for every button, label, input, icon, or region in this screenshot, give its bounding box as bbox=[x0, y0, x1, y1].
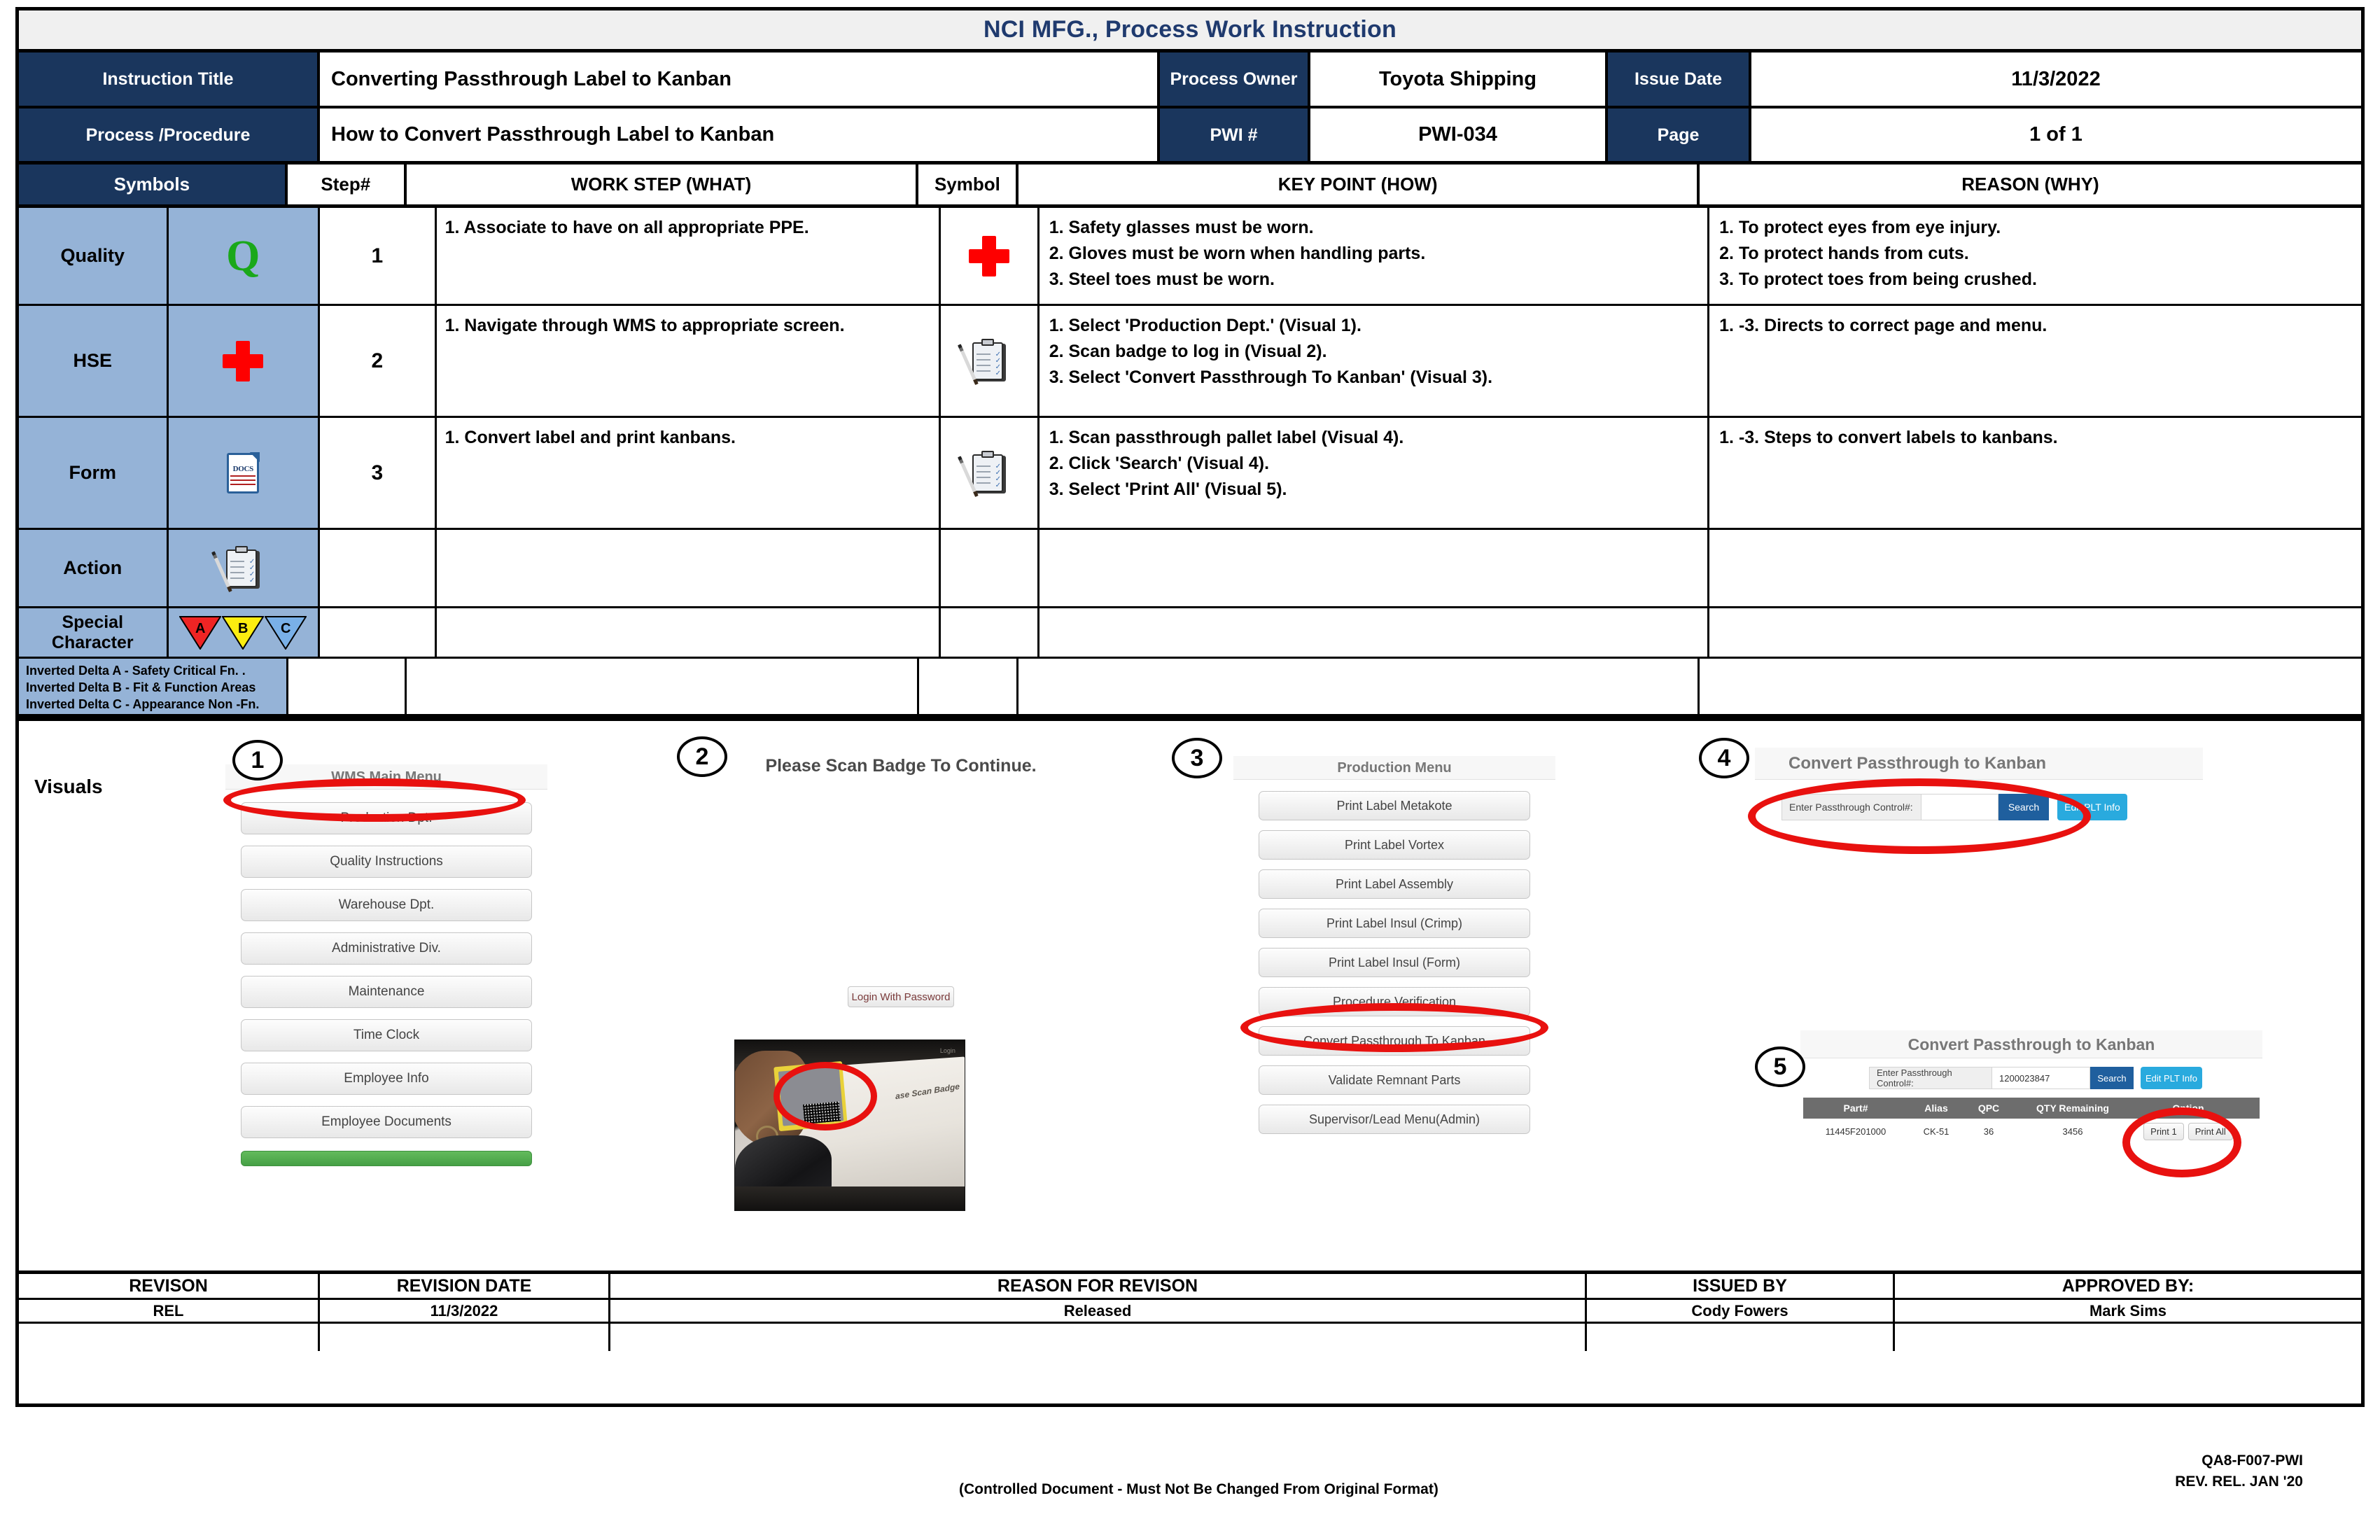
work-step-line: 1. Associate to have on all appropriate PPE. bbox=[444, 218, 809, 237]
visual-4-screenshot bbox=[1755, 748, 2203, 846]
step-number: 2 bbox=[320, 306, 437, 416]
work-step-cell-empty bbox=[407, 659, 919, 714]
reason-line: 3. To protect toes from being crushed. bbox=[1719, 270, 2037, 289]
inverted-delta-a-icon: A bbox=[179, 616, 221, 650]
work-step-cell-empty bbox=[437, 530, 941, 606]
symbol-legend-label: Special Character bbox=[19, 608, 169, 657]
clipboard-pencil-icon: ✓ ✓ ✓ ✓ bbox=[941, 418, 1039, 528]
symbol-legend-special-character bbox=[19, 608, 320, 657]
special-character-notes bbox=[19, 659, 288, 714]
column-header-alias: Alias bbox=[1924, 1102, 1948, 1114]
visual-2-badge-scan-photo: ase Scan Badge Login bbox=[734, 1040, 965, 1211]
key-point-cell bbox=[1040, 208, 1709, 304]
reason-line: 1. -3. Directs to correct page and menu. bbox=[1719, 316, 2047, 335]
wms-button-quality-instructions[interactable]: Quality Instructions bbox=[241, 846, 532, 878]
visual-5-search-button[interactable]: Search bbox=[2090, 1067, 2134, 1089]
visual-4-screen-title: Convert Passthrough to Kanban bbox=[1755, 748, 2203, 780]
wms-button-production-dpt[interactable]: Production Dpt. bbox=[241, 802, 532, 834]
step-number-empty bbox=[320, 608, 437, 657]
key-point-cell bbox=[1040, 306, 1709, 416]
reason-line: 1. To protect eyes from eye injury. bbox=[1719, 218, 2001, 237]
login-with-password-button[interactable]: Login With Password bbox=[848, 986, 954, 1007]
work-step-cell-empty bbox=[437, 608, 941, 657]
prod-button-print-label-insul-crimp[interactable]: Print Label Insul (Crimp) bbox=[1259, 909, 1530, 938]
symbol-cell-empty bbox=[941, 608, 1039, 657]
pwi-number-label-cell bbox=[1160, 108, 1310, 161]
reason-line: 1. -3. Steps to convert labels to kanbans. bbox=[1719, 428, 2058, 447]
symbol-legend-hse bbox=[19, 306, 320, 416]
cell-part-number: 11445F201000 bbox=[1825, 1126, 1886, 1137]
key-point-line: 2. Scan badge to log in (Visual 2). bbox=[1049, 342, 1327, 361]
column-header-qty-remaining: QTY Remaining bbox=[2036, 1102, 2109, 1114]
issue-date-value: 11/3/2022 bbox=[2011, 67, 2101, 90]
key-point-line: 3. Select 'Print All' (Visual 5). bbox=[1049, 479, 1287, 499]
prod-button-supervisor-lead-menu[interactable]: Supervisor/Lead Menu(Admin) bbox=[1259, 1105, 1530, 1134]
work-step-cell bbox=[437, 418, 941, 528]
prod-button-print-label-vortex[interactable]: Print Label Vortex bbox=[1259, 830, 1530, 860]
process-owner-value: Toyota Shipping bbox=[1379, 67, 1536, 90]
reason-cell-empty bbox=[1700, 659, 2361, 714]
step-number: 1 bbox=[320, 208, 437, 304]
instruction-title-label: Instruction Title bbox=[102, 69, 234, 89]
clipboard-pencil-icon: ✓ ✓ ✓ ✓ bbox=[941, 306, 1039, 416]
symbol-cell-empty bbox=[919, 659, 1019, 714]
visual-5-edit-plt-info-button[interactable]: Edit PLT Info bbox=[2141, 1067, 2202, 1089]
key-point-line: 1. Safety glasses must be worn. bbox=[1049, 218, 1314, 237]
work-step-cell bbox=[437, 208, 941, 304]
key-point-cell-empty bbox=[1018, 659, 1699, 714]
inverted-delta-icons bbox=[169, 608, 318, 657]
results-table-row bbox=[1803, 1119, 2260, 1144]
key-point-cell bbox=[1040, 418, 1709, 528]
process-owner-label-cell bbox=[1160, 52, 1310, 106]
step-number: 3 bbox=[320, 418, 437, 528]
column-header-part: Part# bbox=[1843, 1102, 1868, 1114]
page-label: Page bbox=[1657, 125, 1700, 145]
table-row bbox=[19, 608, 2361, 659]
visual-5-screenshot bbox=[1800, 1030, 2262, 1177]
key-point-line: 2. Gloves must be worn when handling parts. bbox=[1049, 244, 1426, 263]
key-point-line: 2. Click 'Search' (Visual 4). bbox=[1049, 454, 1270, 473]
cell-qty-remaining: 3456 bbox=[2062, 1126, 2083, 1137]
document-frame bbox=[15, 7, 2365, 1407]
process-owner-value-cell bbox=[1310, 52, 1608, 106]
symbol-legend-form bbox=[19, 418, 320, 528]
table-row bbox=[19, 208, 2361, 306]
cell-qpc: 36 bbox=[1983, 1126, 1994, 1137]
clipboard-pencil-icon: ✓ ✓ ✓ ✓ bbox=[169, 530, 318, 606]
symbol-legend-action bbox=[19, 530, 320, 606]
revision-col-date: REVISION DATE bbox=[320, 1274, 610, 1298]
visuals-label: Visuals bbox=[34, 776, 103, 797]
reason-cell-empty bbox=[1709, 608, 2361, 657]
col-reason: REASON (WHY) bbox=[1961, 174, 2099, 195]
key-point-line: 3. Steel toes must be worn. bbox=[1049, 270, 1275, 289]
col-key-point: KEY POINT (HOW) bbox=[1018, 164, 1699, 204]
revision-date-value: 11/3/2022 bbox=[320, 1298, 610, 1322]
visual-5-input-label: Enter Passthrough Control#: bbox=[1869, 1067, 1992, 1089]
visual-2-callout: 2 bbox=[677, 736, 727, 777]
reason-cell bbox=[1709, 208, 2361, 304]
revision-col-reason: REASON FOR REVISON bbox=[610, 1274, 1587, 1298]
docs-form-icon: DOCS bbox=[169, 418, 318, 528]
wms-button-green-partial[interactable] bbox=[241, 1151, 532, 1166]
revision-reason-value: Released bbox=[610, 1298, 1587, 1322]
visual-2-prompt: Please Scan Badge To Continue. bbox=[765, 756, 1037, 776]
table-row bbox=[19, 659, 2361, 718]
revision-header-row bbox=[19, 1274, 2361, 1298]
controlled-document-note: (Controlled Document - Must Not Be Changed From Original Format) bbox=[959, 1481, 1438, 1497]
table-column-headers bbox=[19, 164, 2361, 208]
revision-issued-by-value: Cody Fowers bbox=[1587, 1298, 1895, 1322]
document-title: NCI MFG., Process Work Instruction bbox=[983, 16, 1396, 43]
visual-4-search-button[interactable]: Search bbox=[1998, 794, 2049, 820]
issue-date-label-cell bbox=[1608, 52, 1751, 106]
step-number-empty bbox=[320, 530, 437, 606]
revision-col-revison: REVISON bbox=[19, 1274, 320, 1298]
results-table-header bbox=[1803, 1098, 2260, 1119]
document-title-bar bbox=[19, 10, 2361, 52]
revision-col-approved-by: APPROVED BY: bbox=[2062, 1275, 2194, 1296]
prod-button-validate-remnant-parts[interactable]: Validate Remnant Parts bbox=[1259, 1065, 1530, 1095]
instruction-title-label-cell bbox=[19, 52, 320, 106]
step-number-empty bbox=[288, 659, 407, 714]
instruction-title-value: Converting Passthrough Label to Kanban bbox=[331, 67, 732, 90]
key-point-line: 1. Select 'Production Dept.' (Visual 1). bbox=[1049, 316, 1362, 335]
special-character-note: Inverted Delta C - Appearance Non -Fn. bbox=[26, 696, 260, 711]
prod-button-convert-passthrough-to-kanban[interactable]: Convert Passthrough To Kanban bbox=[1259, 1026, 1530, 1056]
header-row-1 bbox=[19, 52, 2361, 108]
work-step-line: 1. Convert label and print kanbans. bbox=[444, 428, 736, 447]
red-cross-icon bbox=[169, 306, 318, 416]
wms-button-employee-documents[interactable]: Employee Documents bbox=[241, 1106, 532, 1138]
revision-empty-row bbox=[19, 1322, 2361, 1351]
page-value-cell bbox=[1751, 108, 2360, 161]
revision-data-row bbox=[19, 1298, 2361, 1322]
wms-button-warehouse-dpt[interactable]: Warehouse Dpt. bbox=[241, 889, 532, 921]
inverted-delta-c-icon: C bbox=[265, 616, 307, 650]
visual-1-screenshot bbox=[225, 764, 547, 1212]
reason-cell bbox=[1709, 306, 2361, 416]
visual-5-callout: 5 bbox=[1755, 1046, 1805, 1087]
revision-value: REL bbox=[19, 1298, 320, 1322]
revision-table bbox=[19, 1270, 2361, 1351]
key-point-cell-empty bbox=[1040, 608, 1709, 657]
instruction-title-value-cell bbox=[320, 52, 1160, 106]
reason-cell-empty bbox=[1709, 530, 2361, 606]
wms-button-time-clock[interactable]: Time Clock bbox=[241, 1019, 532, 1051]
key-point-line: 3. Select 'Convert Passthrough To Kanban' (Visual 3). bbox=[1049, 368, 1493, 387]
visual-3-screenshot bbox=[1233, 756, 1555, 1218]
page-value: 1 of 1 bbox=[2029, 123, 2082, 146]
footer-codes bbox=[2175, 1450, 2303, 1493]
prod-button-procedure-verification[interactable]: Procedure Verification bbox=[1259, 987, 1530, 1016]
visual-4-callout: 4 bbox=[1699, 738, 1749, 778]
work-step-line: 1. Navigate through WMS to appropriate screen. bbox=[444, 316, 845, 335]
wms-button-administrative-div[interactable]: Administrative Div. bbox=[241, 932, 532, 965]
pwi-number-label: PWI # bbox=[1210, 125, 1258, 145]
column-header-qpc: QPC bbox=[1977, 1102, 2000, 1114]
issue-date-value-cell bbox=[1751, 52, 2360, 106]
process-owner-label: Process Owner bbox=[1170, 69, 1298, 89]
visual-1-callout: 1 bbox=[232, 740, 283, 780]
special-character-note: Inverted Delta A - Safety Critical Fn. . bbox=[26, 664, 246, 678]
wms-button-maintenance[interactable]: Maintenance bbox=[241, 976, 532, 1008]
process-procedure-label-cell bbox=[19, 108, 320, 161]
process-procedure-value-cell bbox=[320, 108, 1160, 161]
table-row bbox=[19, 418, 2361, 530]
visual-3-screen-title: Production Menu bbox=[1233, 756, 1555, 780]
prod-button-print-label-insul-form[interactable]: Print Label Insul (Form) bbox=[1259, 948, 1530, 977]
print-one-button[interactable]: Print 1 bbox=[2143, 1123, 2184, 1140]
process-procedure-label: Process /Procedure bbox=[85, 125, 251, 145]
col-work-step: WORK STEP (WHAT) bbox=[407, 164, 919, 204]
pwi-number-value: PWI-034 bbox=[1418, 123, 1497, 146]
issue-date-label: Issue Date bbox=[1634, 69, 1723, 89]
revision-approved-by-value: Mark Sims bbox=[1895, 1298, 2361, 1322]
symbol-cell-empty bbox=[941, 530, 1039, 606]
column-header-option: Option bbox=[2172, 1102, 2204, 1114]
col-step: Step# bbox=[288, 164, 407, 204]
visuals-panel bbox=[19, 718, 2361, 1270]
revision-col-issued-by: ISSUED BY bbox=[1587, 1274, 1895, 1298]
cell-alias: CK-51 bbox=[1923, 1126, 1949, 1137]
visual-1-screen-title: WMS Main Menu bbox=[225, 764, 547, 790]
pwi-number-value-cell bbox=[1310, 108, 1608, 161]
visual-4-edit-plt-info-button[interactable]: Edit PLT Info bbox=[2057, 794, 2127, 820]
prod-button-print-label-metakote[interactable]: Print Label Metakote bbox=[1259, 791, 1530, 820]
table-row bbox=[19, 306, 2361, 418]
wms-button-employee-info[interactable]: Employee Info bbox=[241, 1063, 532, 1095]
visual-4-input-label: Enter Passthrough Control#: bbox=[1782, 794, 1921, 820]
print-all-button[interactable]: Print All bbox=[2188, 1123, 2233, 1140]
key-point-line: 1. Scan passthrough pallet label (Visual 4). bbox=[1049, 428, 1404, 447]
visual-5-passthrough-control-input[interactable]: 1200023847 bbox=[1992, 1067, 2090, 1089]
red-cross-icon bbox=[941, 208, 1039, 304]
symbol-legend-label: HSE bbox=[19, 306, 169, 416]
symbol-legend-label: Action bbox=[19, 530, 169, 606]
work-step-cell bbox=[437, 306, 941, 416]
form-code: QA8-F007-PWI bbox=[2202, 1452, 2303, 1469]
symbol-legend-label: Quality bbox=[19, 208, 169, 304]
reason-cell bbox=[1709, 418, 2361, 528]
rev-code: REV. REL. JAN '20 bbox=[2175, 1474, 2303, 1490]
header-row-2 bbox=[19, 108, 2361, 164]
col-symbol: Symbol bbox=[918, 164, 1018, 204]
prod-button-print-label-assembly[interactable]: Print Label Assembly bbox=[1259, 869, 1530, 899]
reason-line: 2. To protect hands from cuts. bbox=[1719, 244, 1969, 263]
process-procedure-value: How to Convert Passthrough Label to Kanban bbox=[331, 123, 775, 146]
table-row bbox=[19, 530, 2361, 608]
inverted-delta-b-icon: B bbox=[222, 616, 264, 650]
passthrough-control-input[interactable] bbox=[1921, 794, 1998, 820]
symbol-legend-label: Form bbox=[19, 418, 169, 528]
special-character-note: Inverted Delta B - Fit & Function Areas bbox=[26, 680, 256, 694]
symbol-legend-quality bbox=[19, 208, 320, 304]
letter-q-icon: Q bbox=[169, 208, 318, 304]
visual-3-callout: 3 bbox=[1172, 738, 1222, 778]
key-point-cell-empty bbox=[1040, 530, 1709, 606]
page-label-cell bbox=[1608, 108, 1751, 161]
col-symbols: Symbols bbox=[19, 164, 288, 204]
visual-5-screen-title: Convert Passthrough to Kanban bbox=[1800, 1030, 2262, 1058]
